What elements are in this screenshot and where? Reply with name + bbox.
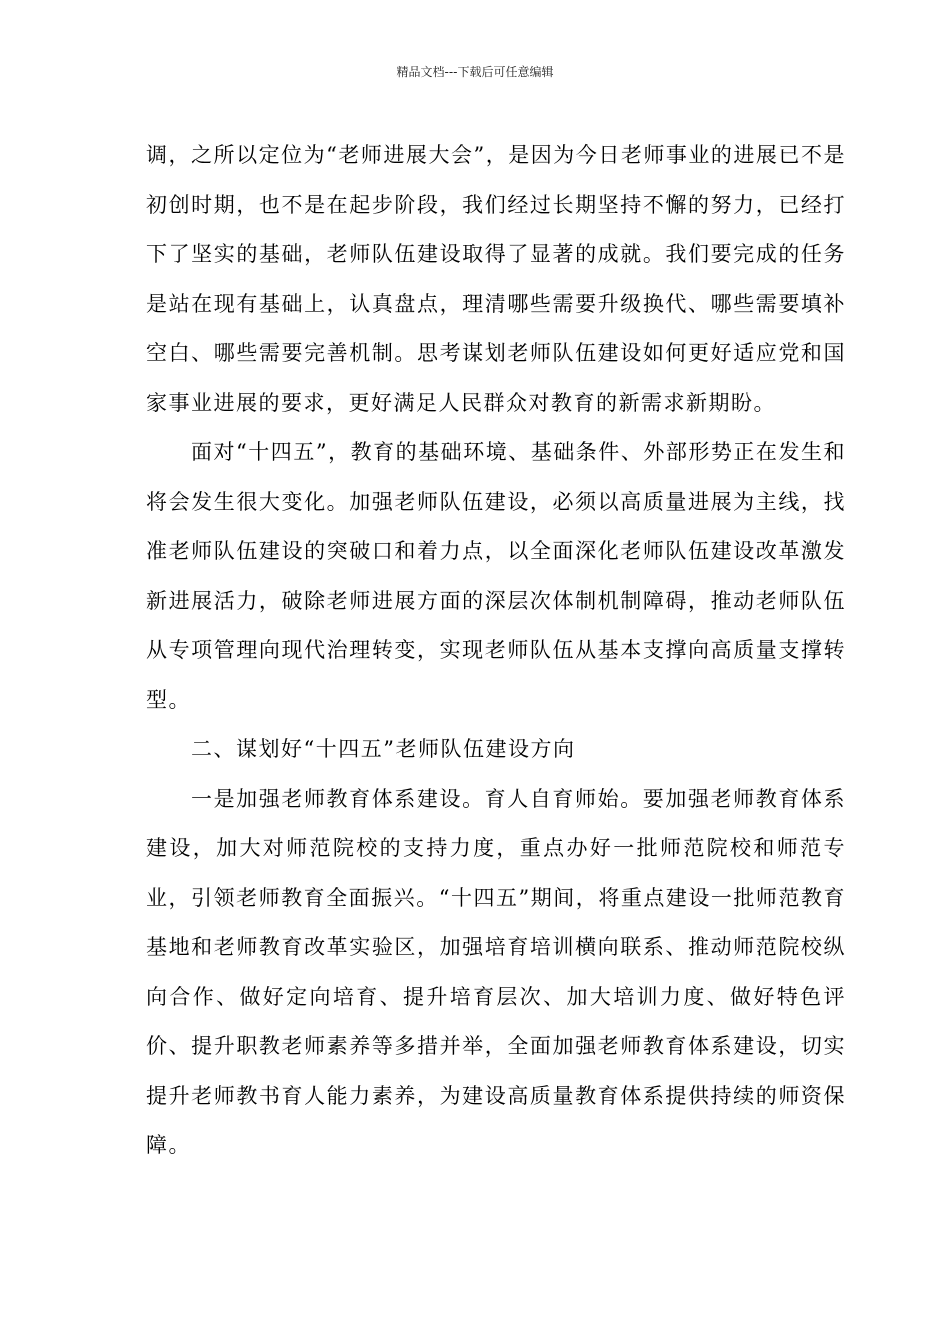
paragraph-continuation: 调，之所以定位为“老师进展大会”，是因为今日老师事业的进展已不是初创时期，也不是在起步阶段，我们经过长期坚持不懈的努力，已经打下了坚实的基础，老师队伍建设取得了显著的成就。我们要完成的任务是站在现有基础上，认真盘点，理清哪些需要升级换代、哪些需要填补空白、哪些需要完善机制。思考谋划老师队伍建设如何更好适应党和国家事业进展的要求，更好满足人民群众对教育的新需求新期盼。 <box>146 143 846 415</box>
paragraph: 面对“十四五”，教育的基础环境、基础条件、外部形势正在发生和将会发生很大变化。加强老师队伍建设，必须以高质量进展为主线，找准老师队伍建设的突破口和着力点，以全面深化老师队伍建设改革激发新进展活力，破除老师进展方面的深层次体制机制障碍，推动老师队伍从专项管理向现代治理转变，实现老师队伍从基本支撑向高质量支撑转型。 <box>146 440 846 712</box>
paragraph: 一是加强老师教育体系建设。育人自育师始。要加强老师教育体系建设，加大对师范院校的支持力度，重点办好一批师范院校和师范专业，引领老师教育全面振兴。“十四五”期间，将重点建设一批师范教育基地和老师教育改革实验区，加强培育培训横向联系、推动师范院校纵向合作、做好定向培育、提升培育层次、加大培训力度、做好特色评价、提升职教老师素养等多措并举，全面加强老师教育体系建设，切实提升老师教书育人能力素养，为建设高质量教育体系提供持续的师资保障。 <box>146 786 846 1157</box>
document-body <box>146 131 846 1171</box>
section-heading: 二、谋划好“十四五”老师队伍建设方向 <box>191 737 576 761</box>
page-header: 精品文档---下载后可任意编辑 <box>396 65 554 79</box>
